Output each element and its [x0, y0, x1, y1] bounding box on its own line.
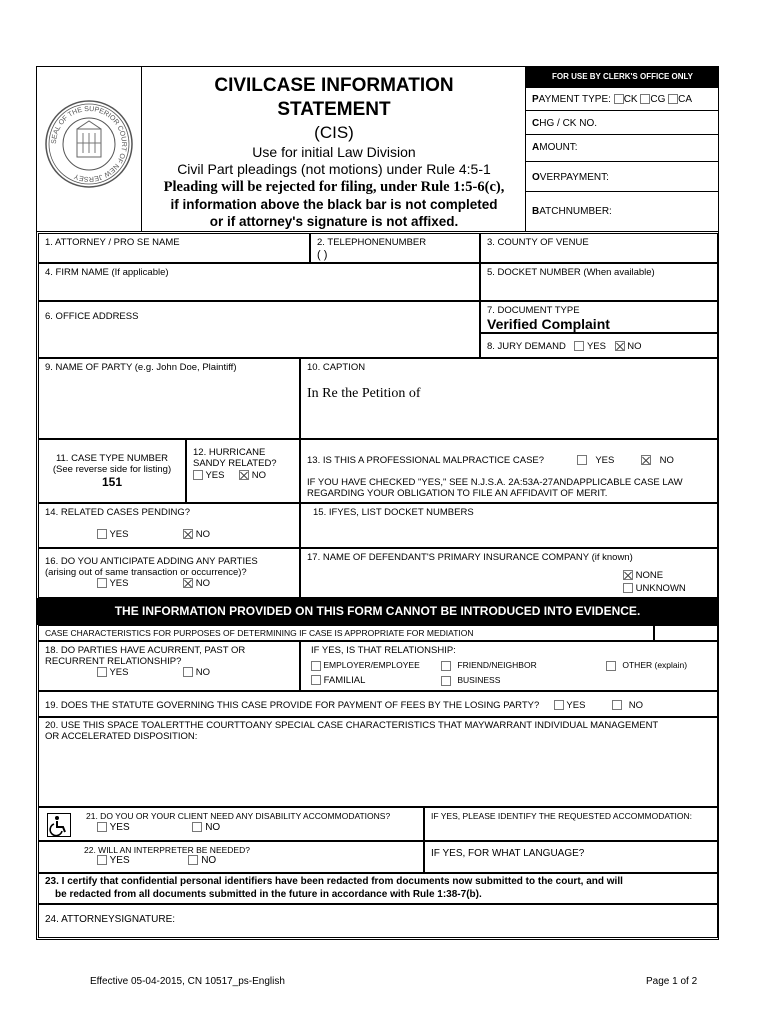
sandy-no-checkbox[interactable] — [239, 470, 249, 480]
form-subtitle-1: Use for initial Law Division — [252, 144, 416, 160]
disability-yes-checkbox[interactable] — [97, 822, 107, 832]
relationship-yes-checkbox[interactable] — [97, 667, 107, 677]
wheelchair-icon — [47, 813, 71, 837]
field-adding-parties: 16. DO YOU ANTICIPATE ADDING ANY PARTIES (arising out of same transaction or occurrence)? YES NO — [38, 548, 300, 598]
case-type-value: 151 — [101, 475, 123, 489]
relationship-no-checkbox[interactable] — [183, 667, 193, 677]
mediation-heading-blank — [654, 625, 718, 641]
field-firm-name[interactable]: 4. FIRM NAME (If applicable) — [38, 263, 480, 301]
adding-yes-checkbox[interactable] — [97, 578, 107, 588]
field-relationship-type: IF YES, IS THAT RELATIONSHIP: EMPLOYER/EMPLOYEE FRIEND/NEIGHBOR OTHER (explain) FAMILIAL BUSINESS — [300, 641, 718, 691]
field-attorney-name[interactable]: 1. ATTORNEY / PRO SE NAME — [38, 233, 310, 263]
malpractice-yes-checkbox[interactable] — [577, 455, 587, 465]
field-county-venue[interactable]: 3. COUNTY OF VENUE — [480, 233, 718, 263]
caption-value: In Re the Petition of — [307, 386, 421, 401]
fees-yes-checkbox[interactable] — [554, 700, 564, 710]
form-title-line2: STATEMENT — [277, 99, 391, 120]
form-title-line1: CIVILCASE INFORMATION — [214, 75, 454, 96]
malpractice-no-checkbox[interactable] — [641, 455, 651, 465]
document-type-value: Verified Complaint — [487, 316, 610, 332]
payment-cg-checkbox[interactable] — [640, 94, 650, 104]
mediation-heading: CASE CHARACTERISTICS FOR PURPOSES OF DETERMINING IF CASE IS APPROPRIATE FOR MEDIATION — [38, 625, 654, 641]
field-case-type[interactable]: 11. CASE TYPE NUMBER (See reverse side for listing) 151 — [38, 439, 186, 503]
insurance-unknown-checkbox[interactable] — [623, 583, 633, 593]
jury-no-checkbox[interactable] — [615, 341, 625, 351]
footer-effective: Effective 05-04-2015, CN 10517_ps-English — [90, 976, 285, 987]
jury-yes-checkbox[interactable] — [574, 341, 584, 351]
fees-no-checkbox[interactable] — [612, 700, 622, 710]
footer-page-number: Page 1 of 2 — [646, 976, 698, 987]
evidence-black-bar: THE INFORMATION PROVIDED ON THIS FORM CANNOT BE INTRODUCED INTO EVIDENCE. — [36, 598, 719, 625]
form-warning-3: or if attorney's signature is not affixed. — [209, 214, 459, 229]
business-checkbox[interactable] — [441, 676, 451, 686]
field-accommodation[interactable]: IF YES, PLEASE IDENTIFY THE REQUESTED ACCOMMODATION: — [424, 807, 718, 841]
clerk-overpayment[interactable]: OVERPAYMENT: — [526, 162, 719, 192]
form-abbr: (CIS) — [314, 123, 354, 142]
field-jury-demand: 8. JURY DEMAND YES NO — [480, 333, 718, 358]
field-party-name[interactable]: 9. NAME OF PARTY (e.g. John Doe, Plaintiff) — [38, 358, 300, 439]
field-docket-number[interactable]: 5. DOCKET NUMBER (When available) — [480, 263, 718, 301]
interpreter-yes-checkbox[interactable] — [97, 855, 107, 865]
insurance-none-checkbox[interactable] — [623, 570, 633, 580]
field-related-cases: 14. RELATED CASES PENDING? YES NO — [38, 503, 300, 548]
field-disability: 21. DO YOU OR YOUR CLIENT NEED ANY DISABILITY ACCOMMODATIONS? YES NO — [38, 807, 424, 841]
field-special-characteristics[interactable]: 20. USE THIS SPACE TOALERTTHE COURTTOANY SPECIAL CASE CHARACTERISTICS THAT MAYWARRANT INDIVIDUAL MANAGEMENT OR ACCELERATED DISPOSITION: — [38, 717, 718, 807]
clerk-heading: FOR USE BY CLERK'S OFFICE ONLY — [526, 66, 719, 88]
employer-checkbox[interactable] — [311, 661, 321, 671]
field-hurricane-sandy: 12. HURRICANE SANDY RELATED? YES NO — [186, 439, 300, 503]
form-warning-2: if information above the black bar is not completed — [170, 197, 498, 212]
field-attorney-signature[interactable]: 24. ATTORNEYSIGNATURE: — [38, 904, 718, 938]
payment-ck-checkbox[interactable] — [614, 94, 624, 104]
adding-no-checkbox[interactable] — [183, 578, 193, 588]
clerk-payment-type: PAYMENT TYPE: CK CG CA — [526, 88, 719, 111]
sandy-yes-checkbox[interactable] — [193, 470, 203, 480]
form-warning-1: Pleading will be rejected for filing, under Rule 1:5-6(c), — [163, 179, 505, 195]
field-interpreter: 22. WILL AN INTERPRETER BE NEEDED? YES NO — [38, 841, 424, 873]
familial-checkbox[interactable] — [311, 675, 321, 685]
friend-checkbox[interactable] — [441, 661, 451, 671]
form-subtitle-2: Civil Part pleadings (not motions) under Rule 4:5-1 — [177, 161, 491, 177]
field-office-address[interactable]: 6. OFFICE ADDRESS — [38, 301, 480, 358]
payment-ca-checkbox[interactable] — [668, 94, 678, 104]
court-seal-icon — [44, 99, 134, 189]
field-document-type[interactable]: 7. DOCUMENT TYPE Verified Complaint — [480, 301, 718, 333]
related-no-checkbox[interactable] — [183, 529, 193, 539]
clerk-amount[interactable]: AMOUNT: — [526, 135, 719, 162]
field-malpractice: 13. IS THIS A PROFESSIONAL MALPRACTICE CASE? YES NO IF YOU HAVE CHECKED "YES," SEE N.J.S.A. 2A:53A-27ANDAPPLICABLE CASE LAW REGARDING YOUR OBLIGATION TO FILE AN AFFIDAVIT OF MERIT. — [300, 439, 718, 503]
clerk-batch-number[interactable]: BATCHNUMBER: — [526, 192, 719, 232]
interpreter-no-checkbox[interactable] — [188, 855, 198, 865]
field-docket-list[interactable]: 15. IFYES, LIST DOCKET NUMBERS — [300, 503, 718, 548]
clerk-chg-ck-no[interactable]: CHG / CK NO. — [526, 111, 719, 135]
field-insurance-company[interactable]: 17. NAME OF DEFENDANT'S PRIMARY INSURANCE COMPANY (if known) NONE UNKNOWN — [300, 548, 718, 598]
field-caption[interactable]: 10. CAPTION In Re the Petition of — [300, 358, 718, 439]
field-language[interactable]: IF YES, FOR WHAT LANGUAGE? — [424, 841, 718, 873]
seal-text: SEAL OF THE SUPERIOR COURT OF NEW JERSEY — [50, 105, 128, 183]
disability-no-checkbox[interactable] — [192, 822, 202, 832]
field-fee-statute: 19. DOES THE STATUTE GOVERNING THIS CASE PROVIDE FOR PAYMENT OF FEES BY THE LOSING PARTY? YES NO — [38, 691, 718, 717]
other-checkbox[interactable] — [606, 661, 616, 671]
field-relationship: 18. DO PARTIES HAVE ACURRENT, PAST OR RECURRENT RELATIONSHIP? YES NO — [38, 641, 300, 691]
field-certification: 23. I certify that confidential personal identifiers have been redacted from documents now submitted to the court, and will be redacted from all documents submitted in the future in accordance with Rule 1:38-7(b). — [38, 873, 718, 904]
field-telephone[interactable]: 2. TELEPHONENUMBER ( ) — [310, 233, 480, 263]
related-yes-checkbox[interactable] — [97, 529, 107, 539]
